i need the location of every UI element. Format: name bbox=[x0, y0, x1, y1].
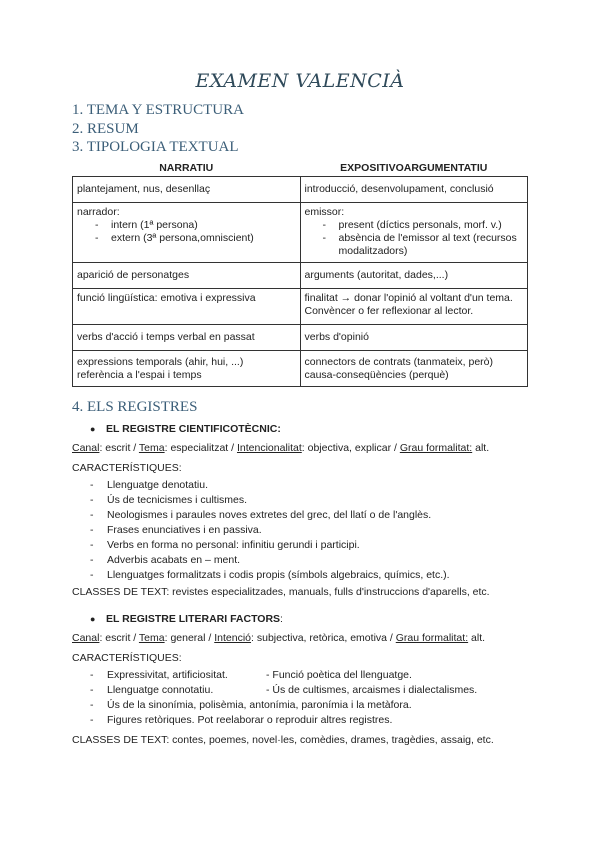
list-item: - extern (3ª persona,omniscient) bbox=[95, 232, 296, 245]
feature-text: Llenguatge connotatiu. bbox=[107, 684, 214, 696]
cell-line: connectors de contrats (tanmateix, però) bbox=[304, 355, 494, 368]
factor-label: Canal bbox=[72, 632, 100, 644]
list-item: - Neologismes i paraules noves extretes del grec, del llatí o de l'anglès. bbox=[90, 508, 550, 523]
table-cell: introducció, desenvolupament, conclusió bbox=[300, 177, 528, 203]
factor-label: Canal bbox=[72, 442, 100, 454]
feature-text: - Ús de cultismes, arcaismes i dialectalismes. bbox=[266, 684, 478, 696]
bullet-icon: ● bbox=[90, 614, 96, 624]
table-header-narratiu: NARRATIU bbox=[159, 161, 214, 174]
classes-text: CLASSES DE TEXT: contes, poemes, novel·les, comèdies, drames, tragèdies, assaig, etc. bbox=[72, 734, 494, 746]
list-item: - intern (1ª persona) bbox=[95, 219, 296, 232]
registre-cientific-factors bbox=[72, 441, 542, 456]
table-cell: arguments (autoritat, dades,...) bbox=[300, 263, 528, 289]
table-row bbox=[73, 177, 528, 203]
table-cell bbox=[300, 203, 528, 263]
table-row bbox=[73, 351, 528, 387]
registre-title: EL REGISTRE LITERARI FACTORS bbox=[106, 613, 281, 625]
table-header-expositivo: EXPOSITIVOARGUMENTATIU bbox=[340, 161, 488, 174]
table-cell: plantejament, nus, desenllaç bbox=[73, 177, 301, 203]
document-title: EXAMEN VALENCIÀ bbox=[195, 70, 405, 92]
factor-value: alt. bbox=[468, 632, 486, 644]
bullet-icon: ● bbox=[90, 424, 96, 434]
feature-list bbox=[90, 668, 550, 728]
factor-value: : escrit / bbox=[99, 442, 139, 454]
factor-value: : subjectiva, retòrica, emotiva / bbox=[251, 632, 396, 644]
cell-line: expressions temporals (ahir, hui, ...) bbox=[77, 355, 244, 368]
cell-line: referència a l'espai i temps bbox=[77, 368, 202, 381]
table-row bbox=[73, 203, 528, 263]
registre-literari-factors bbox=[72, 631, 542, 646]
factor-value: : escrit / bbox=[99, 632, 139, 644]
list-item bbox=[90, 683, 550, 698]
table-cell: funció lingüística: emotiva i expressiva bbox=[73, 289, 301, 325]
title-colon: : bbox=[280, 613, 283, 625]
list-item: - Ús de tecnicismes i cultismes. bbox=[90, 493, 550, 508]
factor-value: : objectiva, explicar / bbox=[301, 442, 400, 454]
registre-literari-heading bbox=[90, 612, 283, 626]
feature-list bbox=[90, 478, 550, 583]
table-cell: verbs d'acció i temps verbal en passat bbox=[73, 325, 301, 351]
list-item: - Adverbis acabats en – ment. bbox=[90, 553, 550, 568]
feature-text: - Funció poètica del llenguatge. bbox=[266, 669, 412, 681]
factor-label: Tema bbox=[138, 632, 165, 644]
factor-label: Intencionalitat bbox=[236, 442, 302, 454]
feature-text: Expressivitat, artificiositat. bbox=[107, 669, 228, 681]
caracteristiques-label: CARACTERÍSTIQUES: bbox=[72, 462, 182, 474]
factor-label: Grau formalitat: bbox=[395, 632, 469, 644]
cell-line: causa-conseqüències (perquè) bbox=[304, 368, 449, 381]
classes-text: CLASSES DE TEXT: revistes especialitzades, manuals, fulls d'instruccions d'aparells, etc. bbox=[72, 586, 490, 598]
factor-value: : general / bbox=[164, 632, 215, 644]
table-cell: verbs d'opinió bbox=[300, 325, 528, 351]
dash-list bbox=[305, 219, 524, 258]
list-item: - Llenguatges formalitzats i codis propis (símbols algebraics, químics, etc.). bbox=[90, 568, 550, 583]
dash-list bbox=[77, 219, 296, 245]
table-cell bbox=[300, 351, 528, 387]
cell-heading: narrador: bbox=[77, 206, 120, 218]
table-cell bbox=[73, 203, 301, 263]
registre-title: EL REGISTRE CIENTIFICOTÈCNIC: bbox=[106, 423, 281, 435]
list-item: - Figures retòriques. Pot reelaborar o reproduir altres registres. bbox=[90, 713, 550, 728]
table-cell: aparició de personatges bbox=[73, 263, 301, 289]
list-item: - Llenguatge denotatiu. bbox=[90, 478, 550, 493]
heading-resum: 2. RESUM bbox=[72, 121, 139, 137]
caracteristiques-label: CARACTERÍSTIQUES: bbox=[72, 652, 182, 664]
factor-value: : especialitzat / bbox=[164, 442, 237, 454]
table-cell bbox=[73, 351, 301, 387]
list-item bbox=[90, 668, 550, 683]
tipologia-table bbox=[72, 159, 528, 387]
factor-label: Tema bbox=[138, 442, 165, 454]
registre-cientific-heading bbox=[90, 422, 281, 436]
table-row bbox=[73, 289, 528, 325]
table-row bbox=[73, 325, 528, 351]
list-item: - Ús de la sinonímia, polisèmia, antonímia, paronímia i la metàfora. bbox=[90, 698, 550, 713]
table-cell: finalitat → donar l'opinió al voltant d'un tema. Convèncer o fer reflexionar al lector. bbox=[300, 289, 528, 325]
table-row bbox=[73, 263, 528, 289]
heading-registres: 4. ELS REGISTRES bbox=[72, 399, 198, 415]
list-item: - absència de l'emissor al text (recursos modalitzadors) bbox=[323, 232, 524, 258]
factor-value: alt. bbox=[472, 442, 490, 454]
factor-label: Grau formalitat: bbox=[399, 442, 473, 454]
cell-heading: emissor: bbox=[304, 206, 345, 218]
factor-label: Intenció bbox=[214, 632, 252, 644]
heading-tema: 1. TEMA Y ESTRUCTURA bbox=[72, 102, 244, 118]
heading-tipologia: 3. TIPOLOGIA TEXTUAL bbox=[72, 139, 239, 155]
list-item: - Verbs en forma no personal: infinitiu gerundi i participi. bbox=[90, 538, 550, 553]
list-item: - Frases enunciatives i en passiva. bbox=[90, 523, 550, 538]
list-item: - present (díctics personals, morf. v.) bbox=[323, 219, 524, 232]
